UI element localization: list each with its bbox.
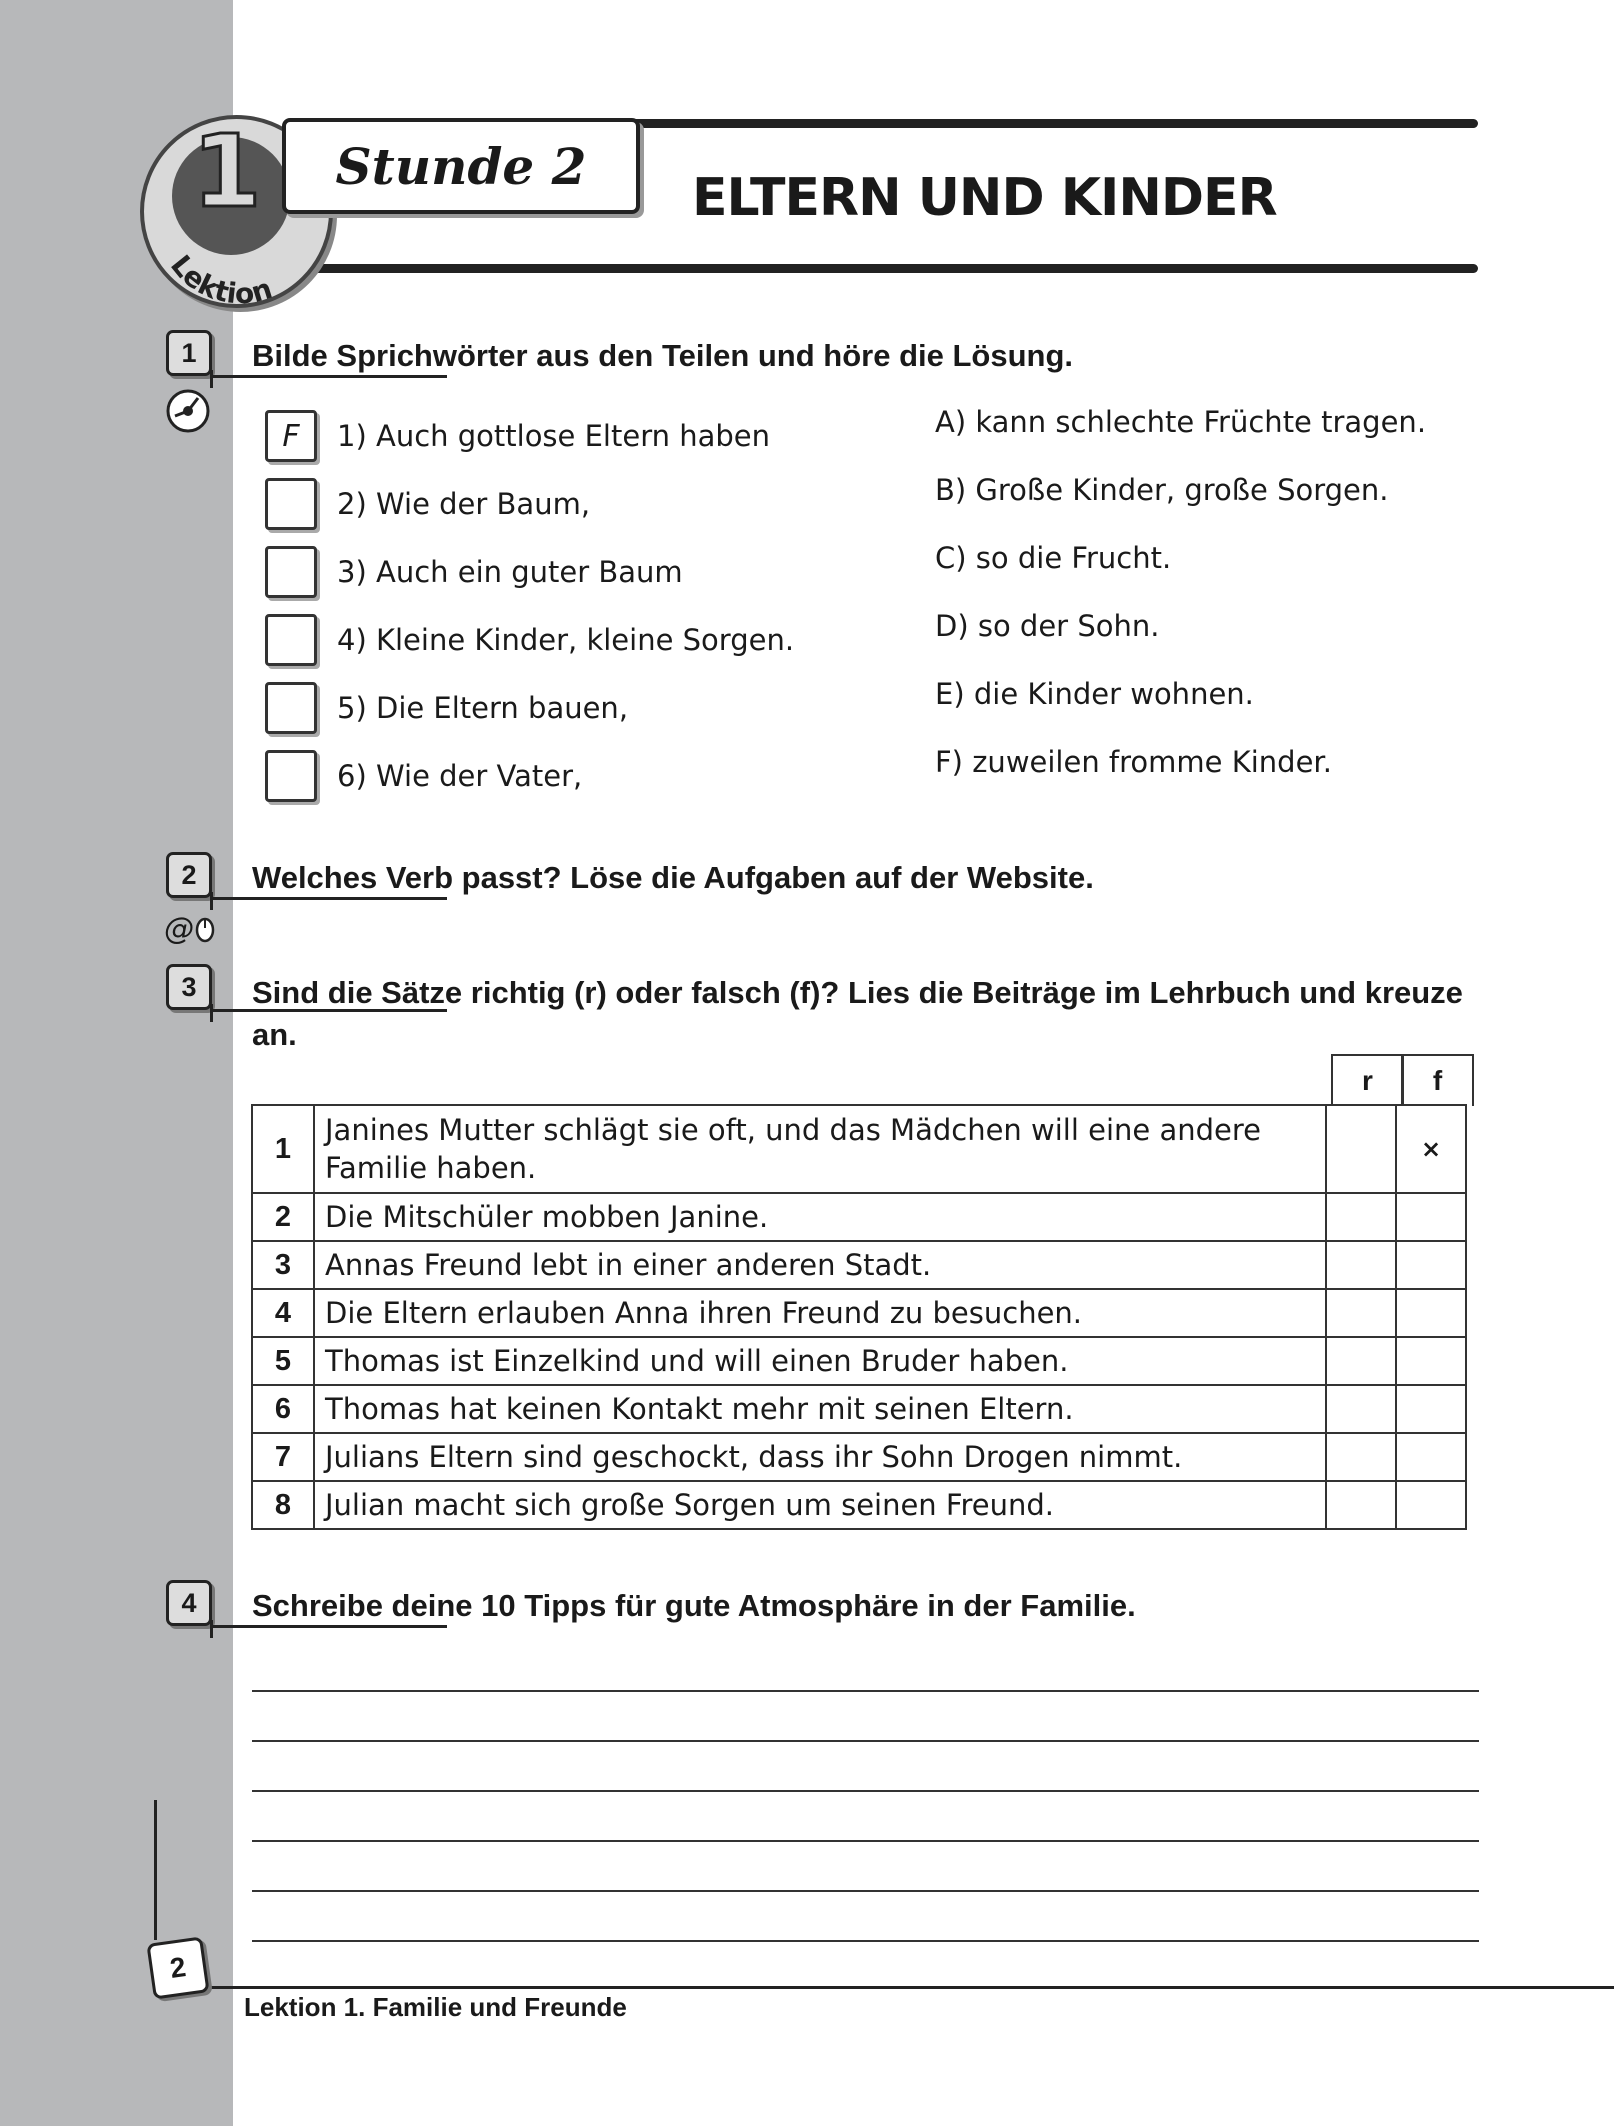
task-tick xyxy=(210,892,213,910)
writing-line[interactable] xyxy=(252,1740,1479,1742)
column-header-r: r xyxy=(1331,1054,1404,1106)
footer-rule xyxy=(205,1986,1614,1989)
table-row xyxy=(252,1289,1466,1337)
row-number: 5 xyxy=(252,1337,314,1385)
lesson-word: Lektion xyxy=(164,248,277,305)
answer-box[interactable] xyxy=(265,682,317,734)
column-header-f: f xyxy=(1401,1054,1474,1106)
table-row xyxy=(252,1105,1466,1193)
row-number: 7 xyxy=(252,1433,314,1481)
row-number: 8 xyxy=(252,1481,314,1529)
task-number-2: 2 xyxy=(166,852,212,898)
header-top-rule xyxy=(630,119,1478,128)
true-false-table xyxy=(251,1104,1467,1530)
item-text: 6) Wie der Vater, xyxy=(337,759,583,793)
ending-item: A) kann schlechte Früchte tragen. xyxy=(935,405,1427,439)
ending-item: F) zuweilen fromme Kinder. xyxy=(935,745,1332,779)
task-number-4: 4 xyxy=(166,1580,212,1626)
row-text: Julian macht sich große Sorgen um seinen Freund. xyxy=(314,1481,1326,1529)
row-text: Julians Eltern sind geschockt, dass ihr Sohn Drogen nimmt. xyxy=(314,1433,1326,1481)
check-f[interactable]: × xyxy=(1396,1105,1466,1193)
check-f[interactable] xyxy=(1396,1433,1466,1481)
writing-line[interactable] xyxy=(252,1840,1479,1842)
writing-line[interactable] xyxy=(252,1940,1479,1942)
ending-item: C) so die Frucht. xyxy=(935,541,1172,575)
check-r[interactable] xyxy=(1326,1193,1396,1241)
task-underline xyxy=(212,897,447,900)
list-item xyxy=(265,682,628,734)
svg-text:Lektion xyxy=(164,249,276,305)
web-mouse-icon xyxy=(164,912,216,947)
page-sidebar xyxy=(0,0,233,2126)
answer-box[interactable] xyxy=(265,614,317,666)
table-row xyxy=(252,1433,1466,1481)
answer-box[interactable]: F xyxy=(265,410,317,462)
footer-text: Lektion 1. Familie und Freunde xyxy=(244,1992,627,2022)
check-r[interactable] xyxy=(1326,1433,1396,1481)
hour-label: Stunde 2 xyxy=(282,118,640,214)
writing-line[interactable] xyxy=(252,1890,1479,1892)
table-row xyxy=(252,1481,1466,1529)
check-r[interactable] xyxy=(1326,1289,1396,1337)
answer-box[interactable] xyxy=(265,546,317,598)
table-row xyxy=(252,1193,1466,1241)
check-f[interactable] xyxy=(1396,1241,1466,1289)
item-text: 1) Auch gottlose Eltern haben xyxy=(337,419,770,453)
check-r[interactable] xyxy=(1326,1337,1396,1385)
row-number: 6 xyxy=(252,1385,314,1433)
table-row xyxy=(252,1241,1466,1289)
header-bottom-rule xyxy=(300,264,1478,273)
item-text: 4) Kleine Kinder, kleine Sorgen. xyxy=(337,623,795,657)
row-text: Thomas ist Einzelkind und will einen Bruder haben. xyxy=(314,1337,1326,1385)
task-underline xyxy=(212,1625,447,1628)
item-text: 3) Auch ein guter Baum xyxy=(337,555,683,589)
task3-instruction-line2: an. xyxy=(252,1017,297,1052)
page-number: 2 xyxy=(146,1936,209,1999)
task-tick xyxy=(210,1004,213,1022)
task3-instruction-line1: Sind die Sätze richtig (r) oder falsch (f)? Lies die Beiträge im Lehrbuch und kreuze xyxy=(252,975,1463,1010)
check-f[interactable] xyxy=(1396,1289,1466,1337)
check-f[interactable] xyxy=(1396,1385,1466,1433)
list-item xyxy=(265,478,590,530)
check-r[interactable] xyxy=(1326,1105,1396,1193)
item-text: 5) Die Eltern bauen, xyxy=(337,691,629,725)
row-text: Die Eltern erlauben Anna ihren Freund zu besuchen. xyxy=(314,1289,1326,1337)
row-number: 1 xyxy=(252,1105,314,1193)
check-f[interactable] xyxy=(1396,1193,1466,1241)
ending-item: B) Große Kinder, große Sorgen. xyxy=(935,473,1389,507)
check-r[interactable] xyxy=(1326,1241,1396,1289)
writing-line[interactable] xyxy=(252,1790,1479,1792)
row-text: Die Mitschüler mobben Janine. xyxy=(314,1193,1326,1241)
ending-item: E) die Kinder wohnen. xyxy=(935,677,1254,711)
check-f[interactable] xyxy=(1396,1337,1466,1385)
task3-instruction xyxy=(252,972,1482,1056)
table-row xyxy=(252,1385,1466,1433)
check-r[interactable] xyxy=(1326,1481,1396,1529)
task4-instruction: Schreibe deine 10 Tipps für gute Atmosphäre in der Familie. xyxy=(252,1588,1136,1623)
task1-instruction: Bilde Sprichwörter aus den Teilen und höre die Lösung. xyxy=(252,338,1074,373)
row-number: 2 xyxy=(252,1193,314,1241)
row-text: Annas Freund lebt in einer anderen Stadt. xyxy=(314,1241,1326,1289)
list-item xyxy=(265,614,794,666)
check-r[interactable] xyxy=(1326,1385,1396,1433)
task2-instruction: Welches Verb passt? Löse die Aufgaben auf der Website. xyxy=(252,860,1094,895)
row-text: Thomas hat keinen Kontakt mehr mit seinen Eltern. xyxy=(314,1385,1326,1433)
answer-box[interactable] xyxy=(265,750,317,802)
writing-line[interactable] xyxy=(252,1690,1479,1692)
row-number: 3 xyxy=(252,1241,314,1289)
answer-box[interactable] xyxy=(265,478,317,530)
task-tick xyxy=(210,370,213,388)
row-text: Janines Mutter schlägt sie oft, und das Mädchen will eine andere Familie haben. xyxy=(314,1105,1326,1193)
at-sign: @ xyxy=(164,912,194,947)
task-underline xyxy=(212,375,447,378)
task-number-3: 3 xyxy=(166,964,212,1010)
table-row xyxy=(252,1337,1466,1385)
item-text: 2) Wie der Baum, xyxy=(337,487,591,521)
list-item xyxy=(265,410,770,462)
page-title: ELTERN UND KINDER xyxy=(692,168,1277,228)
lesson-number: 1 xyxy=(192,113,262,230)
row-number: 4 xyxy=(252,1289,314,1337)
audio-cd-icon xyxy=(165,388,211,434)
task-tick xyxy=(210,1620,213,1638)
list-item xyxy=(265,750,582,802)
ending-item: D) so der Sohn. xyxy=(935,609,1160,643)
list-item xyxy=(265,546,683,598)
task-number-1: 1 xyxy=(166,330,212,376)
footer-vertical-rule xyxy=(154,1800,157,1940)
check-f[interactable] xyxy=(1396,1481,1466,1529)
